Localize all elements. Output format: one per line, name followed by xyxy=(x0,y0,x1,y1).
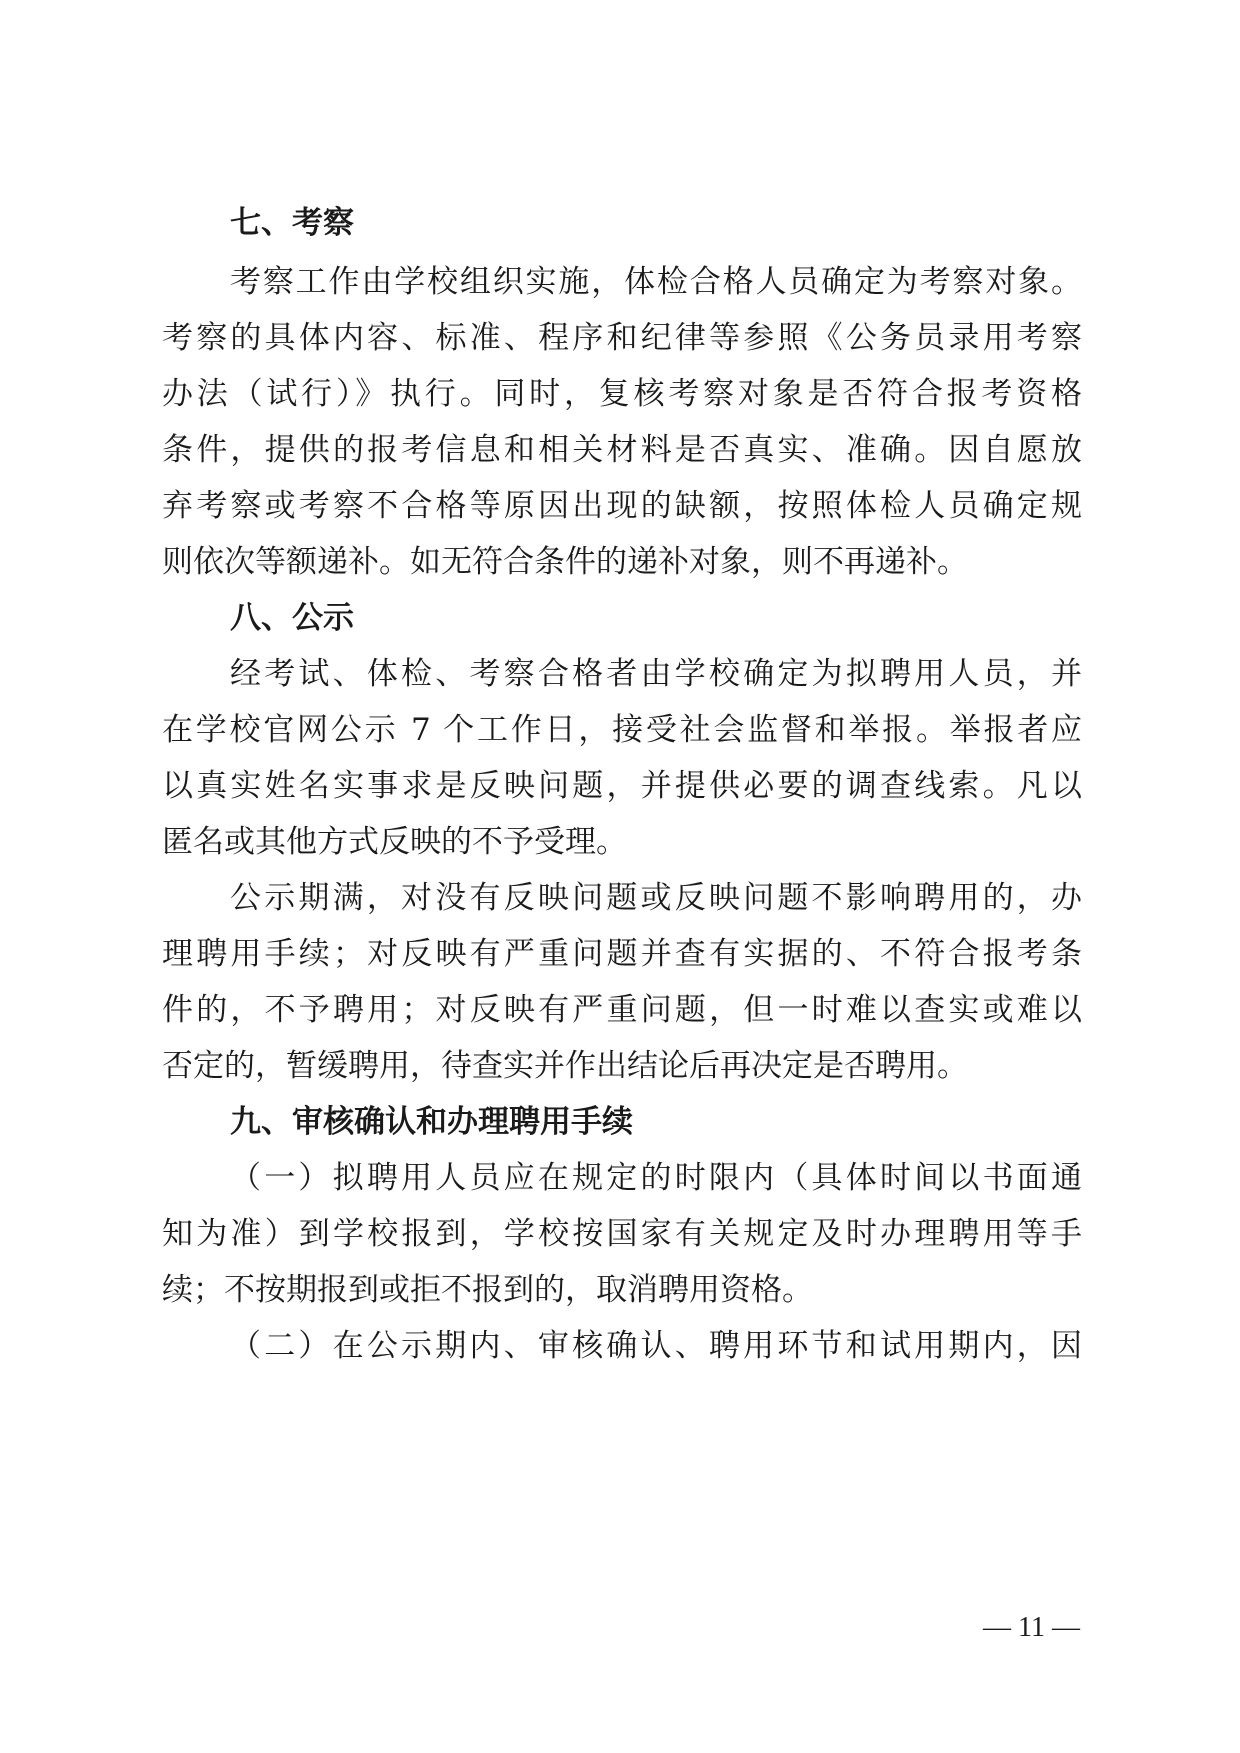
section-heading-publicity: 八、公示 xyxy=(230,600,354,636)
page-number: — 11 — xyxy=(983,1612,1080,1643)
section-heading-review-and-hiring: 九、审核确认和办理聘用手续 xyxy=(230,1104,633,1140)
paragraph-line: 以真实姓名实事求是反映问题，并提供必要的调查线索。凡以 xyxy=(162,768,1082,804)
paragraph-line: 经考试、体检、考察合格者由学校确定为拟聘用人员，并 xyxy=(230,656,1082,692)
paragraph-line: 办法（试行）》执行。同时，复核考察对象是否符合报考资格 xyxy=(162,376,1082,412)
paragraph-line: 则依次等额递补。如无符合条件的递补对象，则不再递补。 xyxy=(162,544,968,580)
paragraph-line: 在学校官网公示 7 个工作日，接受社会监督和举报。举报者应 xyxy=(162,712,1082,748)
paragraph-line: 件的，不予聘用；对反映有严重问题，但一时难以查实或难以 xyxy=(162,992,1082,1028)
paragraph-line: 知为准）到学校报到，学校按国家有关规定及时办理聘用等手 xyxy=(162,1216,1082,1252)
paragraph-line: 公示期满，对没有反映问题或反映问题不影响聘用的，办 xyxy=(230,880,1082,916)
paragraph-line: 续；不按期报到或拒不报到的，取消聘用资格。 xyxy=(162,1272,813,1308)
section-heading-inspection: 七、考察 xyxy=(230,205,354,241)
paragraph-line: 考察工作由学校组织实施，体检合格人员确定为考察对象。 xyxy=(230,264,1082,300)
paragraph-line: （二）在公示期内、审核确认、聘用环节和试用期内，因 xyxy=(230,1328,1082,1364)
paragraph-line: 理聘用手续；对反映有严重问题并查有实据的、不符合报考条 xyxy=(162,936,1082,972)
paragraph-line: 匿名或其他方式反映的不予受理。 xyxy=(162,824,627,860)
paragraph-line: 否定的，暂缓聘用，待查实并作出结论后再决定是否聘用。 xyxy=(162,1048,968,1084)
paragraph-line: （一）拟聘用人员应在规定的时限内（具体时间以书面通 xyxy=(230,1160,1082,1196)
paragraph-line: 弃考察或考察不合格等原因出现的缺额，按照体检人员确定规 xyxy=(162,488,1082,524)
paragraph-line: 条件，提供的报考信息和相关材料是否真实、准确。因自愿放 xyxy=(162,432,1082,468)
paragraph-line: 考察的具体内容、标准、程序和纪律等参照《公务员录用考察 xyxy=(162,320,1082,356)
